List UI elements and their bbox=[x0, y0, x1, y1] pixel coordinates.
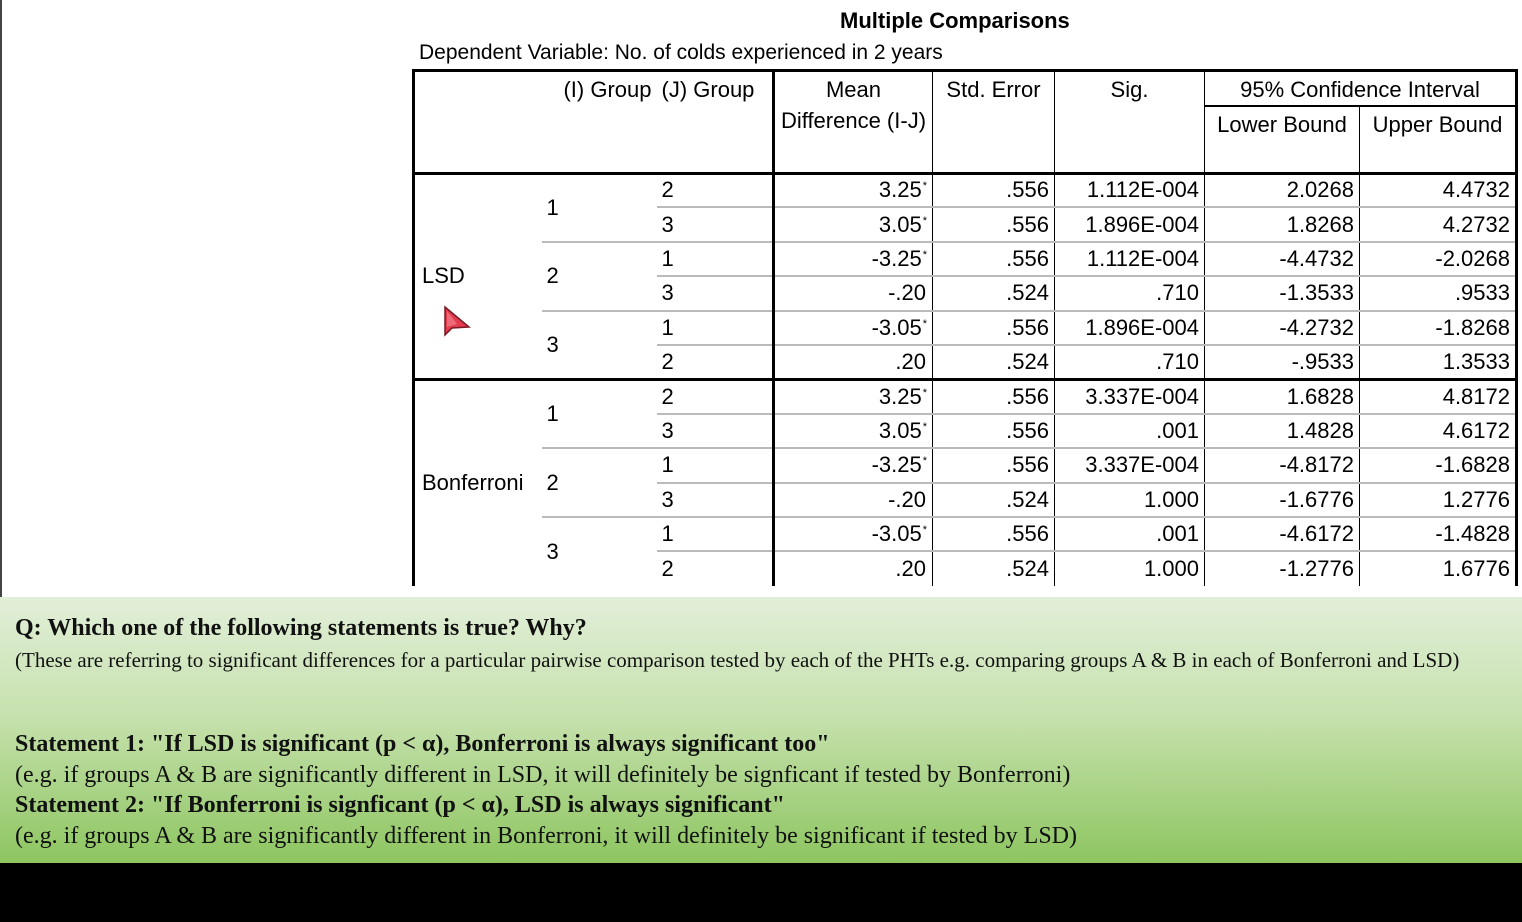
lower-bound-cell: -1.2776 bbox=[1205, 551, 1360, 585]
table-row bbox=[414, 173, 1517, 207]
mean-difference-cell: -.20 bbox=[774, 276, 933, 310]
j-group-cell: 1 bbox=[657, 448, 774, 482]
mean-difference-cell: .20 bbox=[774, 345, 933, 379]
i-group-cell: 2 bbox=[542, 448, 657, 517]
sig-cell: .710 bbox=[1055, 276, 1205, 310]
std-error-cell: .524 bbox=[933, 276, 1055, 310]
sig-cell: 1.896E-004 bbox=[1055, 311, 1205, 345]
mean-difference-cell: 3.05* bbox=[774, 207, 933, 241]
method-label: Bonferroni bbox=[414, 379, 542, 585]
lower-bound-header: Lower Bound bbox=[1205, 106, 1360, 173]
table-row bbox=[414, 311, 1517, 345]
sig-cell: .710 bbox=[1055, 345, 1205, 379]
j-group-cell: 3 bbox=[657, 207, 774, 241]
j-group-cell: 2 bbox=[657, 379, 774, 413]
std-error-cell: .556 bbox=[933, 207, 1055, 241]
sig-cell: 1.112E-004 bbox=[1055, 173, 1205, 207]
statement-1-example: (e.g. if groups A & B are significantly different in LSD, it will definitely be signficant if tested by Bonferroni) bbox=[15, 762, 1071, 788]
i-group-cell: 1 bbox=[542, 379, 657, 448]
upper-bound-cell: 1.2776 bbox=[1360, 483, 1517, 517]
upper-bound-cell: 4.4732 bbox=[1360, 173, 1517, 207]
table-row bbox=[414, 379, 1517, 413]
mean-difference-cell: 3.25* bbox=[774, 379, 933, 413]
question-note: (These are referring to significant differences for a particular pairwise comparison tested by each of the PHTs e.g. comparing groups A & B in each of Bonferroni and LSD) bbox=[15, 648, 1460, 672]
mean-difference-cell: -3.05* bbox=[774, 517, 933, 551]
method-label: LSD bbox=[414, 173, 542, 379]
sig-cell: 3.337E-004 bbox=[1055, 448, 1205, 482]
j-group-cell: 3 bbox=[657, 414, 774, 448]
std-error-cell: .524 bbox=[933, 345, 1055, 379]
sig-cell: 1.112E-004 bbox=[1055, 242, 1205, 276]
std-error-cell: .556 bbox=[933, 448, 1055, 482]
statement-2: Statement 2: "If Bonferroni is signficant (p < α), LSD is always significant" bbox=[15, 792, 785, 818]
std-error-cell: .556 bbox=[933, 173, 1055, 207]
j-group-cell: 1 bbox=[657, 311, 774, 345]
upper-bound-cell: -1.8268 bbox=[1360, 311, 1517, 345]
i-group-cell: 1 bbox=[542, 173, 657, 242]
i-group-cell: 2 bbox=[542, 242, 657, 311]
lower-bound-cell: 2.0268 bbox=[1205, 173, 1360, 207]
std-error-cell: .556 bbox=[933, 517, 1055, 551]
lower-bound-cell: -4.6172 bbox=[1205, 517, 1360, 551]
mouse-cursor-icon bbox=[443, 305, 471, 339]
sig-cell: 1.000 bbox=[1055, 483, 1205, 517]
question-panel bbox=[0, 597, 1522, 863]
sig-cell: 1.896E-004 bbox=[1055, 207, 1205, 241]
mean-difference-cell: -3.05* bbox=[774, 311, 933, 345]
upper-bound-cell: 4.6172 bbox=[1360, 414, 1517, 448]
j-group-cell: 2 bbox=[657, 551, 774, 585]
lower-bound-cell: 1.4828 bbox=[1205, 414, 1360, 448]
mean-difference-cell: -3.25* bbox=[774, 242, 933, 276]
j-group-cell: 1 bbox=[657, 517, 774, 551]
std-error-cell: .556 bbox=[933, 311, 1055, 345]
lower-bound-cell: 1.8268 bbox=[1205, 207, 1360, 241]
lower-bound-cell: 1.6828 bbox=[1205, 379, 1360, 413]
mean-difference-cell: -3.25* bbox=[774, 448, 933, 482]
std-error-header: Std. Error bbox=[933, 71, 1055, 174]
mean-difference-cell: -.20 bbox=[774, 483, 933, 517]
statement-2-example: (e.g. if groups A & B are significantly different in Bonferroni, it will definitely be significant if tested by LSD) bbox=[15, 823, 1077, 849]
j-group-cell: 3 bbox=[657, 483, 774, 517]
upper-bound-cell: 4.2732 bbox=[1360, 207, 1517, 241]
std-error-cell: .556 bbox=[933, 242, 1055, 276]
std-error-cell: .556 bbox=[933, 379, 1055, 413]
ci-header: 95% Confidence Interval bbox=[1205, 71, 1517, 107]
i-group-cell: 3 bbox=[542, 311, 657, 380]
upper-bound-cell: -1.6828 bbox=[1360, 448, 1517, 482]
table-row bbox=[414, 448, 1517, 482]
sig-cell: .001 bbox=[1055, 414, 1205, 448]
table-row bbox=[414, 517, 1517, 551]
j-group-cell: 2 bbox=[657, 173, 774, 207]
mean-difference-cell: .20 bbox=[774, 551, 933, 585]
table-row bbox=[414, 242, 1517, 276]
lower-bound-cell: -4.2732 bbox=[1205, 311, 1360, 345]
lower-bound-cell: -4.4732 bbox=[1205, 242, 1360, 276]
upper-bound-header: Upper Bound bbox=[1360, 106, 1517, 173]
table-body bbox=[414, 173, 1517, 586]
statement-1: Statement 1: "If LSD is significant (p < α), Bonferroni is always significant too" bbox=[15, 731, 830, 757]
j-group-cell: 2 bbox=[657, 345, 774, 379]
method-header bbox=[414, 71, 542, 174]
upper-bound-cell: 1.3533 bbox=[1360, 345, 1517, 379]
lower-bound-cell: -4.8172 bbox=[1205, 448, 1360, 482]
sig-header: Sig. bbox=[1055, 71, 1205, 174]
std-error-cell: .524 bbox=[933, 483, 1055, 517]
lower-bound-cell: -.9533 bbox=[1205, 345, 1360, 379]
lower-bound-cell: -1.6776 bbox=[1205, 483, 1360, 517]
lower-bound-cell: -1.3533 bbox=[1205, 276, 1360, 310]
j-group-header: (J) Group bbox=[657, 71, 774, 174]
multiple-comparisons-table bbox=[412, 69, 1518, 586]
j-group-cell: 1 bbox=[657, 242, 774, 276]
sig-cell: .001 bbox=[1055, 517, 1205, 551]
mean-difference-header: Mean Difference (I-J) bbox=[774, 71, 933, 174]
upper-bound-cell: 1.6776 bbox=[1360, 551, 1517, 585]
sig-cell: 3.337E-004 bbox=[1055, 379, 1205, 413]
mean-difference-cell: 3.25* bbox=[774, 173, 933, 207]
dependent-variable-label: Dependent Variable: No. of colds experienced in 2 years bbox=[419, 41, 943, 64]
upper-bound-cell: 4.8172 bbox=[1360, 379, 1517, 413]
std-error-cell: .524 bbox=[933, 551, 1055, 585]
question-text: Q: Which one of the following statements is true? Why? bbox=[15, 615, 587, 641]
i-group-header: (I) Group bbox=[542, 71, 657, 174]
std-error-cell: .556 bbox=[933, 414, 1055, 448]
j-group-cell: 3 bbox=[657, 276, 774, 310]
upper-bound-cell: -1.4828 bbox=[1360, 517, 1517, 551]
i-group-cell: 3 bbox=[542, 517, 657, 586]
upper-bound-cell: -2.0268 bbox=[1360, 242, 1517, 276]
table-title: Multiple Comparisons bbox=[840, 8, 1070, 33]
sig-cell: 1.000 bbox=[1055, 551, 1205, 585]
upper-bound-cell: .9533 bbox=[1360, 276, 1517, 310]
mean-difference-cell: 3.05* bbox=[774, 414, 933, 448]
